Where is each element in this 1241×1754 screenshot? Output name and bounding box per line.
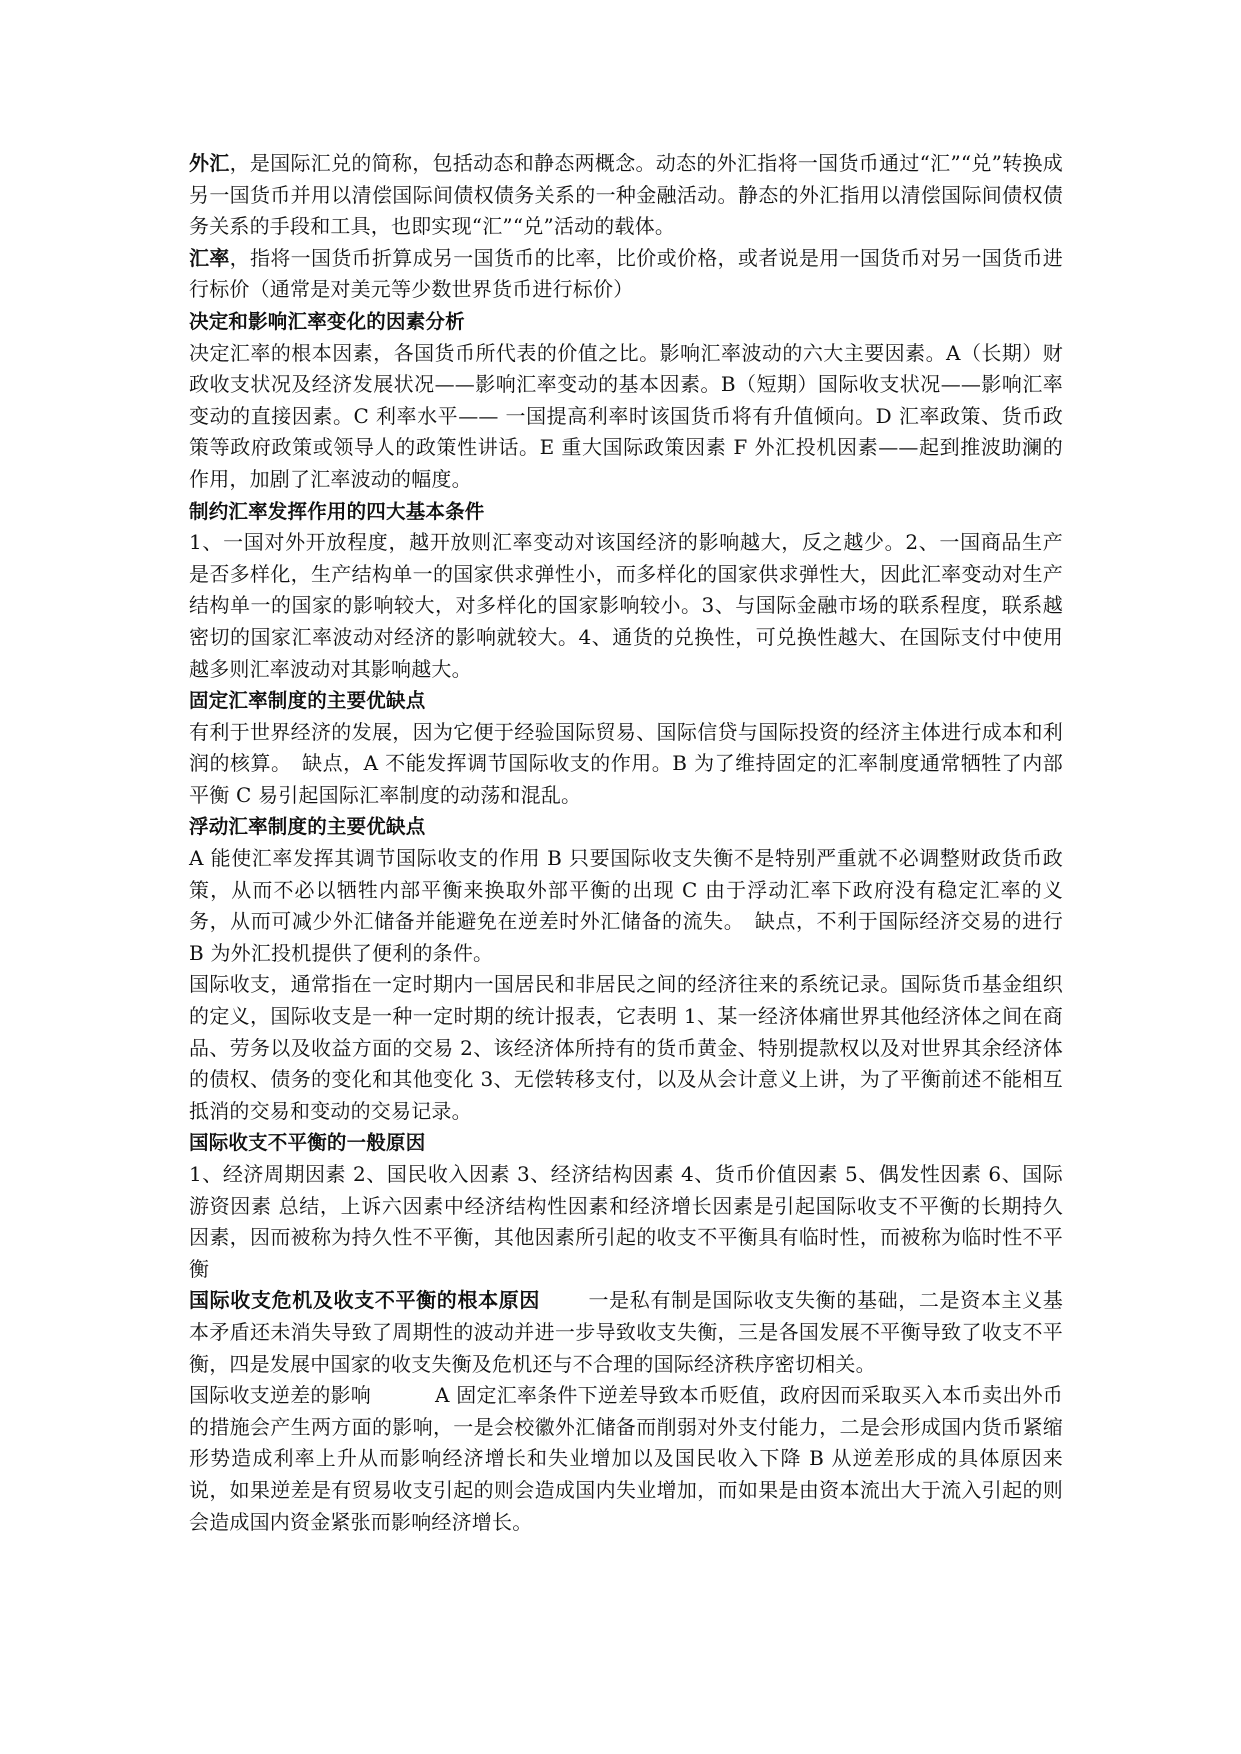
- term-crisis-root-causes: 国际收支危机及收支不平衡的根本原因: [189, 1288, 541, 1313]
- definition-foreign-exchange: ，是国际汇兑的简称，包括动态和静态两概念。动态的外汇指将一国货币通过“汇”“兑”转换成另一国货币并用以清偿国际间债权债务关系的一种金融活动。静态的外汇指用以清偿国际间债权债务关系的手段和工具，也即实现“汇”“兑”活动的载体。: [189, 151, 1063, 239]
- heading-rate-factors: 决定和影响汇率变化的因素分析: [189, 309, 465, 333]
- term-exchange-rate: 汇率: [189, 245, 230, 270]
- paragraph-deficit-impact: [189, 1380, 1063, 1538]
- heading-fixed-rate: 固定汇率制度的主要优缺点: [189, 689, 426, 713]
- heading-imbalance-causes: 国际收支不平衡的一般原因: [189, 1131, 426, 1155]
- document-body: [189, 148, 1063, 1538]
- paragraph-foreign-exchange: [189, 148, 1063, 243]
- paragraph-crisis-root-causes: [189, 1285, 1063, 1380]
- paragraph-fixed-rate: 有利于世界经济的发展，因为它便于经验国际贸易、国际信贷与国际投资的经济主体进行成本和利润的核算。 缺点，A 不能发挥调节国际收支的作用。B 为了维持固定的汇率制度通常牺牲了内部平衡 C 易引起国际汇率制度的动荡和混乱。: [189, 719, 1063, 807]
- term-foreign-exchange: 外汇: [189, 151, 230, 175]
- paragraph-floating-rate: A 能使汇率发挥其调节国际收支的作用 B 只要国际收支失衡不是特别严重就不必调整财政货币政策，从而不必以牺牲内部平衡来换取外部平衡的出现 C 由于浮动汇率下政府没有稳定汇率的义务，从而可减少外汇储备并能避免在逆差时外汇储备的流失。 缺点，不利于国际经济交易的进行 B 为外汇投机提供了便利的条件。: [189, 846, 1063, 965]
- body-deficit-impact: A 固定汇率条件下逆差导致本币贬值，政府因而采取买入本币卖出外币的措施会产生两方面的影响，一是会校徽外汇储备而削弱对外支付能力，二是会形成国内货币紧缩形势造成利率上升从而影响经济增长和失业增加以及国民收入下降 B 从逆差形成的具体原因来说，如果逆差是有贸易收支引起的则会造成国内失业增加，而如果是由资本流出大于流入引起的则会造成国内资金紧张而影响经济增长。: [189, 1383, 1063, 1534]
- definition-exchange-rate: ，指将一国货币折算成另一国货币的比率，比价或价格，或者说是用一国货币对另一国货币进行标价（通常是对美元等少数世界货币进行标价）: [189, 245, 1064, 302]
- paragraph-imbalance-causes: 1、经济周期因素 2、国民收入因素 3、经济结构因素 4、货币价值因素 5、偶发性因素 6、国际游资因素 总结，上诉六因素中经济结构性因素和经济增长因素是引起国际收支不平衡的长期持久因素，因而被称为持久性不平衡，其他因素所引起的收支不平衡具有临时性，而被称为临时性不平衡: [189, 1162, 1063, 1281]
- term-deficit-impact: 国际收支逆差的影响: [189, 1383, 372, 1408]
- heading-four-conditions: 制约汇率发挥作用的四大基本条件: [189, 499, 485, 523]
- paragraph-four-conditions: 1、一国对外开放程度，越开放则汇率变动对该国经济的影响越大，反之越少。2、一国商品生产是否多样化，生产结构单一的国家供求弹性小，而多样化的国家供求弹性大，因此汇率变动对生产结构单一的国家的影响较大，对多样化的国家影响较小。3、与国际金融市场的联系程度，联系越密切的国家汇率波动对经济的影响就较大。4、通货的兑换性，可兑换性越大、在国际支付中使用越多则汇率波动对其影响越大。: [189, 530, 1063, 681]
- heading-floating-rate: 浮动汇率制度的主要优缺点: [189, 815, 426, 839]
- body-crisis-root-causes: 一是私有制是国际收支失衡的基础，二是资本主义基本矛盾还未消失导致了周期性的波动并进一步导致收支失衡，三是各国发展不平衡导致了收支不平衡，四是发展中国家的收支失衡及危机还与不合理的国际经济秩序密切相关。: [189, 1288, 1063, 1376]
- paragraph-exchange-rate: [189, 243, 1063, 306]
- paragraph-balance-of-payments: 国际收支，通常指在一定时期内一国居民和非居民之间的经济往来的系统记录。国际货币基金组织的定义，国际收支是一种一定时期的统计报表，它表明 1、某一经济体痛世界其他经济体之间在商品、劳务以及收益方面的交易 2、该经济体所持有的货币黄金、特别提款权以及对世界其余经济体的债权、债务的变化和其他变化 3、无偿转移支付，以及从会计意义上讲，为了平衡前述不能相互抵消的交易和变动的交易记录。: [189, 972, 1063, 1123]
- paragraph-rate-factors: 决定汇率的根本因素，各国货币所代表的价值之比。影响汇率波动的六大主要因素。A（长期）财政收支状况及经济发展状况——影响汇率变动的基本因素。B（短期）国际收支状况——影响汇率变动的直接因素。C 利率水平—— 一国提高利率时该国货币将有升值倾向。D 汇率政策、货币政策等政府政策或领导人的政策性讲话。E 重大国际政策因素 F 外汇投机因素——起到推波助澜的作用，加剧了汇率波动的幅度。: [189, 340, 1063, 491]
